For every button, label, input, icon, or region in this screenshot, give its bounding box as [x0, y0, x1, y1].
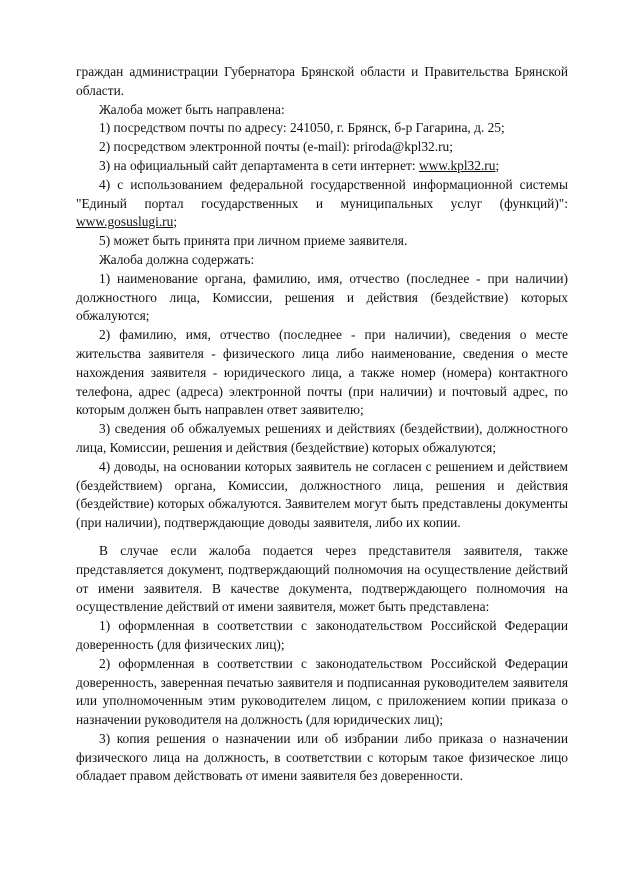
paragraph-text: ;: [495, 157, 500, 173]
paragraph-contents-heading: Жалоба должна содержать:: [99, 251, 255, 267]
paragraph-channel-email: 2) посредством электронной почты (e-mail): priroda@kpl32.ru;: [99, 139, 453, 155]
gosuslugi-link[interactable]: www.gosuslugi.ru: [76, 214, 174, 230]
paragraph-channel-personal: 5) может быть принята при личном приеме заявителя.: [99, 233, 408, 249]
paragraph-channel-post: 1) посредством почты по адресу: 241050, г. Брянск, б-р Гагарина, д. 25;: [99, 120, 505, 136]
paragraph-representative: В случае если жалоба подается через представителя заявителя, также представляется документ, подтверждающий полномочия на осуществление действий от имени заявителя. В качестве документа, подтверждающего полномочия на осуществление действий от имени заявителя, может быть представлена:: [76, 542, 568, 615]
paragraph-contents-item-1: 1) наименование органа, фамилию, имя, отчество (последнее - при наличии) должностного лица, Комиссии, решения и действия (бездействие) которых обжалуются;: [76, 270, 568, 324]
paragraph-contents-item-3: 3) сведения об обжалуемых решениях и действиях (бездействии), должностного лица, Комиссии, решения и действия (бездействие) которых обжалуются;: [76, 421, 568, 455]
website-link[interactable]: www.kpl32.ru: [418, 157, 496, 173]
paragraph-channel-gosuslugi: [76, 176, 568, 232]
paragraph-text: 3) на официальный сайт департамента в сети интернет:: [99, 157, 419, 173]
paragraph-text: 4) с использованием федеральной государственной информационной системы "Единый портал государственных и муниципальных услуг (функций)":: [76, 176, 568, 211]
paragraph-channel-website: [76, 157, 568, 176]
paragraph-representative-item-3: 3) копия решения о назначении или об избрании либо приказа о назначении физического лица на должность, в соответствии с которым такое физическое лицо обладает правом действовать от имени заявителя без доверенности.: [76, 730, 568, 784]
paragraph-representative-item-1: 1) оформленная в соответствии с законодательством Российской Федерации доверенность (для физических лиц);: [76, 618, 568, 652]
paragraph-contents-item-4: 4) доводы, на основании которых заявитель не согласен с решением и действием (бездействием) органа, Комиссии, должностного лица, решения и действия (бездействие) которых обжалуются. Заявителем могут быть представлены документы (при наличии), подтверждающие доводы заявителя, либо их копии.: [76, 458, 568, 531]
paragraph-representative-item-2: 2) оформленная в соответствии с законодательством Российской Федерации доверенность, заверенная печатью заявителя и подписанная руководителем заявителя или уполномоченным этим руководителем лицом, с приложением копии приказа о назначении руководителя на должность (для юридических лиц);: [76, 655, 568, 728]
document-page: [76, 63, 568, 786]
paragraph-continuation: граждан администрации Губернатора Брянской области и Правительства Брянской области.: [76, 64, 568, 98]
paragraph-text: ;: [173, 214, 178, 230]
paragraph-complaint-channels-heading: Жалоба может быть направлена:: [99, 101, 285, 117]
paragraph-contents-item-2: 2) фамилию, имя, отчество (последнее - при наличии), сведения о месте жительства заявителя - физического лица либо наименование, сведения о месте нахождения заявителя - юридического лица, а также номер (номера) контактного телефона, адрес (адреса) электронной почты (при наличии) и почтовый адрес, по которым должен быть направлен ответ заявителю;: [76, 327, 568, 418]
